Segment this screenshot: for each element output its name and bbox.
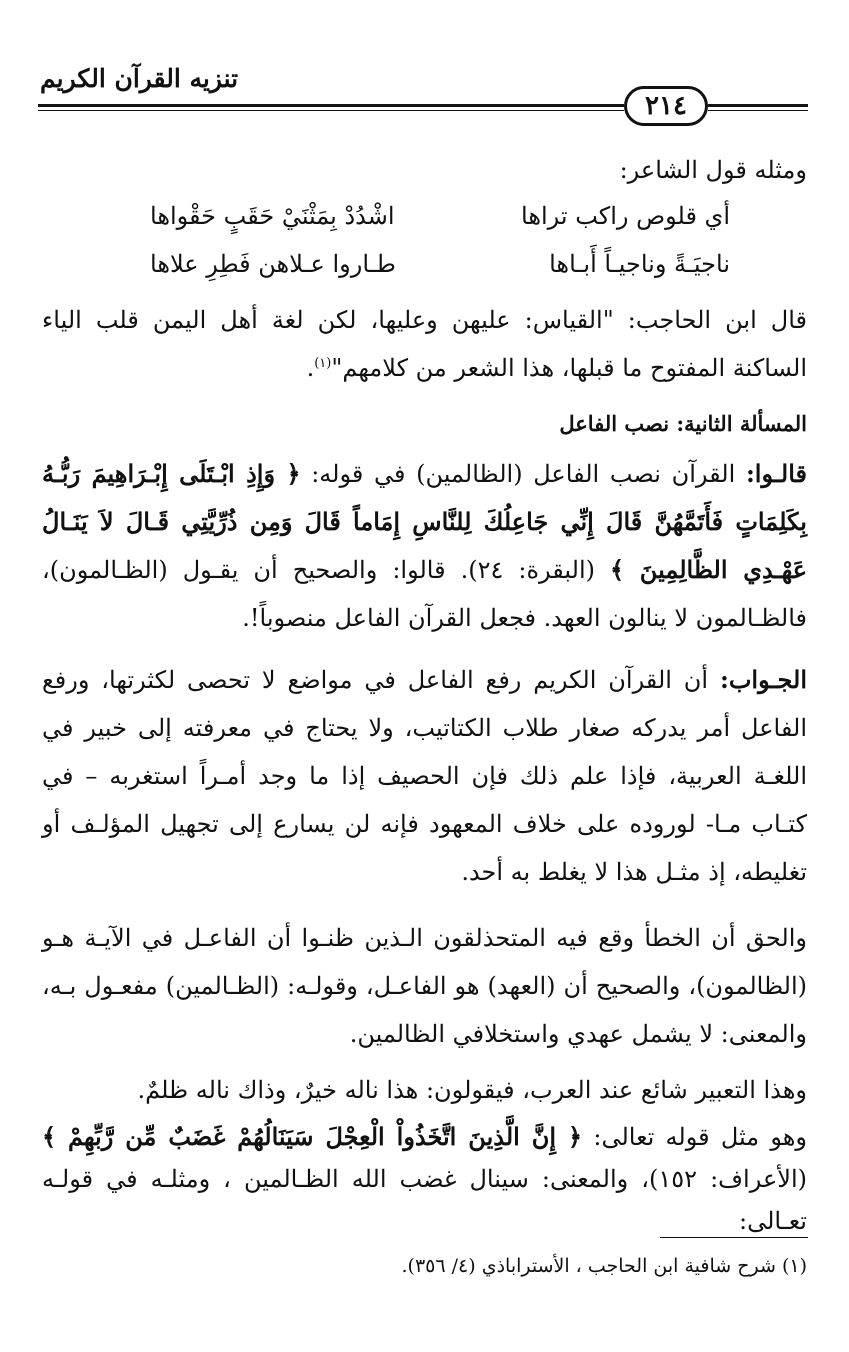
- header-rule: [38, 104, 624, 107]
- truth-paragraph: والحق أن الخطأ وقع فيه المتحذلقون الـذين ظنـوا أن الفاعـل في الآيـة هـو (الظالمون)، والصحيح أن (العهد) هو الفاعـل، وقولـه: (الظـالمين) مفعـول بـه، والمعنى: لا يشمل عهدي واستخلافي الظالمين.: [42, 924, 807, 1048]
- poetry-verse: [150, 244, 730, 284]
- ibn-hajib-paragraph: [42, 296, 807, 392]
- verse-hemistich-second: اشْدُدْ بِمَثْنَيْ حَقَبٍ حَقْواها: [150, 202, 395, 230]
- ibn-hajib-end: .: [306, 354, 315, 382]
- answer-text: أن القرآن الكريم رفع الفاعل في مواضع لا تحصى لكثرتها، ورفع الفاعل أمر يدركه صغار طلاب الكتاتيب، ولا يحتاج في معرفته إلى خبير في اللغـة العربية، فإذا علم ذلك فإن الحصيف إذا ما وجد أمـراً استغربه – في كتـاب مـا- لوروده على خلاف المعهود فإنه لن يسارع إلى تجهيل المؤلـف أو تغليطه، إذ مثـل هذا لا يغلط به أحد.: [42, 666, 807, 886]
- quran-verse: ﴿ وَإِذِ ابْـتَلَى إِبْـرَاهِيمَ رَبُّـهُ بِكَلِمَاتٍ فَأَتَمَّهُنَّ قَالَ إِنِّي جَاعِلُكَ لِلنَّاسِ إِمَاماً قَالَ وَمِن ذُرِّيَّتِي قَـالَ لاَ يَنَـالُ عَهْـدِي الظَّالِمِينَ ﴾: [42, 459, 808, 584]
- header-rule-right-thin: [708, 110, 808, 111]
- verse-hemistich-first: ناجيَـةً وناجيـاً أَبـاها: [549, 250, 730, 278]
- example-paragraph: [42, 1116, 807, 1242]
- verse-hemistich-second: طـاروا عـلاهن فَطِرِ علاها: [150, 250, 396, 278]
- running-title: تنزيه القرآن الكريم: [40, 64, 239, 93]
- footnote: (١) شرح شافية ابن الحاجب ، الأستراباذي (٤/ ٣٥٦).: [401, 1255, 807, 1277]
- verse-hemistich-first: أي قلوص راكب تراها: [521, 202, 730, 230]
- page-number: ٢١٤: [624, 86, 708, 126]
- ibn-hajib-quote: قال ابن الحاجب: "القياس: عليهن وعليها، لكن لغة أهل اليمن قلب الياء الساكنة المفتوح ما قبلها، هذا الشعر من كلامهم": [42, 306, 807, 382]
- claim-text-continued: (البقرة: ٢٤). قالوا: والصحيح أن يقـول (الظـالمون)، فالظـالمون لا ينالون العهد. فجعل القرآن الفاعل منصوباً!.: [42, 556, 807, 632]
- section-heading: المسألة الثانية: نصب الفاعل: [559, 411, 807, 436]
- header-rule-thin: [38, 110, 624, 111]
- claim-paragraph: [42, 450, 807, 642]
- example-text-continued: (الأعراف: ١٥٢)، والمعنى: سينال غضب الله الظـالمين ، ومثلـه في قولـه تعـالى:: [42, 1165, 807, 1235]
- example-text: وهو مثل قوله تعالى:: [582, 1123, 807, 1151]
- answer-lead: الجـواب:: [719, 665, 807, 694]
- footnote-rule: [660, 1237, 808, 1238]
- claim-lead: قالـوا:: [745, 459, 807, 488]
- usage-paragraph: وهذا التعبير شائع عند العرب، فيقولون: هذا ناله خيرٌ، وذاك ناله ظلمٌ.: [137, 1076, 807, 1104]
- intro-line: ومثله قول الشاعر:: [619, 156, 807, 184]
- header-rule-right: [708, 104, 808, 107]
- quran-verse: ﴿ إِنَّ الَّذِينَ اتَّخَذُواْ الْعِجْلَ سَيَنَالُهُمْ غَضَبٌ مِّن رَّبِّهِمْ ﴾: [42, 1122, 583, 1151]
- claim-text: القرآن نصب الفاعل (الظالمين) في قوله:: [300, 460, 746, 488]
- answer-paragraph: [42, 656, 807, 896]
- poetry-verse: [150, 196, 730, 236]
- footnote-marker[interactable]: (١): [314, 356, 332, 371]
